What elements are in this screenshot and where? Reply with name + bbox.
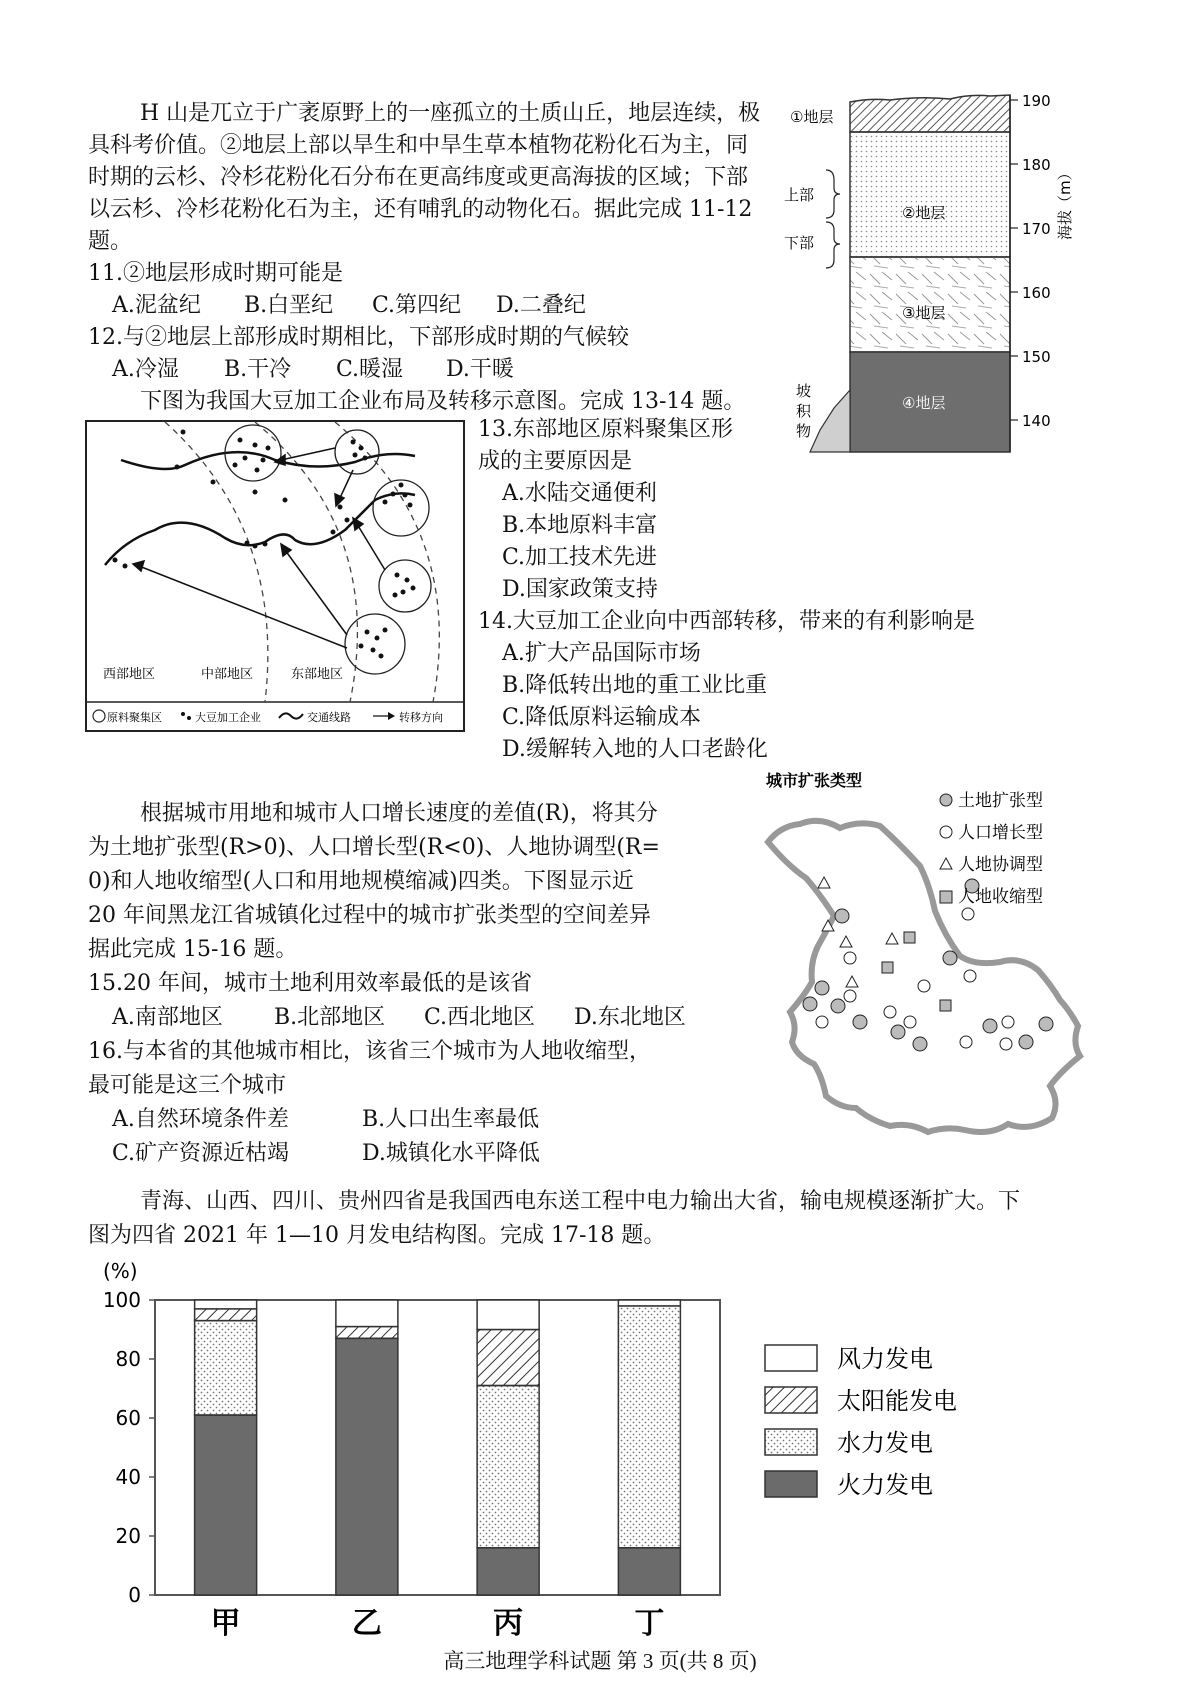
- bar-segment: [195, 1300, 257, 1309]
- lower-brace: [826, 222, 840, 268]
- q16-option-c[interactable]: C.矿产资源近枯竭: [112, 1141, 290, 1166]
- q16-option-b[interactable]: B.人口出生率最低: [362, 1107, 540, 1132]
- intro-city-line-1: 根据城市用地和城市人口增长速度的差值(R)，将其分: [140, 801, 658, 826]
- region-label-west: 西部地区: [103, 667, 156, 682]
- q13-stem-2: 成的主要原因是: [478, 449, 633, 474]
- slope-label-3: 物: [796, 422, 812, 440]
- intro-h-line-1: H 山是兀立于广袤原野上的一座孤立的土质山丘，地层连续，极: [140, 101, 761, 126]
- q15-stem: 15.20 年间，城市土地利用效率最低的是该省: [88, 971, 532, 996]
- y-tick-label: 40: [115, 1465, 141, 1489]
- layer-2: [850, 132, 1010, 257]
- bar-segment: [618, 1548, 680, 1595]
- q14-option-d[interactable]: D.缓解转入地的人口老龄化: [502, 737, 768, 762]
- x-category-label: 丙: [493, 1606, 524, 1641]
- q16-options-row-2: [112, 1136, 540, 1167]
- q12-option-c[interactable]: C.暖湿: [336, 357, 404, 382]
- q16-options-row-1: [112, 1102, 539, 1133]
- q11-option-c[interactable]: C.第四纪: [372, 293, 462, 318]
- q13-option-b[interactable]: B.本地原料丰富: [502, 513, 658, 538]
- bar-segment: [195, 1415, 257, 1595]
- layer-2-label: ②地层: [902, 204, 946, 222]
- legend-label: 太阳能发电: [837, 1387, 957, 1415]
- tick-150: 150: [1022, 348, 1051, 366]
- upper-label: 上部: [784, 186, 815, 204]
- q11-stem: 11.②地层形成时期可能是: [88, 261, 343, 286]
- q11-option-b[interactable]: B.白垩纪: [244, 293, 334, 318]
- q16-option-a[interactable]: A.自然环境条件差: [112, 1107, 289, 1132]
- legend-enterprise: 大豆加工企业: [195, 711, 261, 724]
- intro-city-line-5: 据此完成 15-16 题。: [88, 937, 298, 962]
- y-axis-label: (%): [103, 1259, 138, 1283]
- tick-190: 190: [1022, 92, 1051, 110]
- legend-direction: 转移方向: [399, 711, 443, 724]
- intro-h-line-4: 以云杉、冷杉花粉化石为主，还有哺乳的动物化石。据此完成 11-12: [88, 197, 753, 222]
- city-expansion-map: [760, 771, 1090, 1156]
- y-tick-label: 60: [115, 1406, 141, 1430]
- q13-stem-1: 13.东部地区原料聚集区形: [478, 417, 733, 442]
- strata-diagram: [784, 90, 1090, 510]
- legend-land-icon: [940, 794, 952, 806]
- y-tick-label: 80: [115, 1347, 141, 1371]
- intro-soy: 下图为我国大豆加工企业布局及转移示意图。完成 13-14 题。: [140, 389, 746, 414]
- bar-segment: [477, 1548, 539, 1595]
- q12-options: [112, 352, 514, 383]
- legend-population-icon: [940, 826, 952, 838]
- tick-140: 140: [1022, 412, 1051, 430]
- tick-160: 160: [1022, 284, 1051, 302]
- slope-deposit: [810, 390, 850, 452]
- page-footer: 高三地理学科试题 第 3 页(共 8 页): [443, 1649, 757, 1673]
- q16-stem-1: 16.与本省的其他城市相比，该省三个城市为人地收缩型，: [88, 1039, 651, 1064]
- q14-option-c[interactable]: C.降低原料运输成本: [502, 705, 702, 730]
- q16-stem-2: 最可能是这三个城市: [88, 1073, 287, 1098]
- slope-label-2: 积: [796, 402, 812, 420]
- q11-option-a[interactable]: A.泥盆纪: [112, 293, 201, 318]
- layer-3-label: ③地层: [902, 304, 946, 322]
- legend-shrink-icon: [940, 891, 952, 903]
- bar-segment: [336, 1327, 398, 1339]
- legend-dot-icon: [187, 716, 191, 720]
- q13-option-c[interactable]: C.加工技术先进: [502, 545, 658, 570]
- intro-city-line-3: 0)和人地收缩型(人口和用地规模缩减)四类。下图显示近: [88, 869, 634, 894]
- x-category-label: 丁: [634, 1606, 665, 1641]
- chart-plot: [103, 1288, 957, 1641]
- bar-segment: [195, 1321, 257, 1415]
- legend-label: 风力发电: [837, 1345, 933, 1373]
- tick-170: 170: [1022, 220, 1051, 238]
- bar-segment: [618, 1306, 680, 1548]
- q16-option-d[interactable]: D.城镇化水平降低: [362, 1141, 540, 1166]
- legend-swatch: [765, 1471, 817, 1497]
- bar-segment: [336, 1300, 398, 1327]
- q13-option-a[interactable]: A.水陆交通便利: [502, 481, 657, 506]
- legend-population: 人口增长型: [958, 823, 1043, 843]
- intro-city-line-4: 20 年间黑龙江省城镇化过程中的城市扩张类型的空间差异: [88, 903, 651, 928]
- legend-swatch: [765, 1387, 817, 1413]
- intro-h-line-5: 题。: [88, 229, 133, 254]
- slope-label-1: 坡: [796, 382, 812, 400]
- legend-raw-material: 原料聚集区: [107, 711, 162, 724]
- bar-segment: [477, 1300, 539, 1330]
- q15-option-d[interactable]: D.东北地区: [574, 1005, 686, 1030]
- lower-label: 下部: [784, 234, 815, 252]
- q14-stem: 14.大豆加工企业向中西部转移，带来的有利影响是: [478, 609, 975, 634]
- bar-segment: [477, 1386, 539, 1548]
- q12-option-a[interactable]: A.冷湿: [112, 357, 179, 382]
- legend-label: 火力发电: [837, 1471, 933, 1499]
- city-map-title: 城市扩张类型: [766, 771, 863, 790]
- intro-power-line-2: 图为四省 2021 年 1—10 月发电结构图。完成 17-18 题。: [88, 1223, 666, 1248]
- altitude-axis-label: 海拔（m）: [1056, 165, 1074, 240]
- q11-option-d[interactable]: D.二叠纪: [496, 293, 586, 318]
- layer-4-label: ④地层: [902, 394, 946, 412]
- legend-coordinated: 人地协调型: [958, 855, 1043, 875]
- upper-brace: [826, 170, 840, 218]
- intro-city-line-2: 为土地扩张型(R>0)、人口增长型(R<0)、人地协调型(R=: [88, 835, 660, 860]
- q15-options: [112, 1000, 686, 1031]
- soy-map: [85, 420, 465, 732]
- y-tick-label: 0: [128, 1583, 141, 1607]
- legend-land: 土地扩张型: [958, 791, 1043, 811]
- legend-swatch: [765, 1429, 817, 1455]
- bar-segment: [618, 1300, 680, 1306]
- q11-options: [112, 288, 586, 319]
- legend-coordinated-icon: [940, 858, 952, 869]
- layer-1: [850, 95, 1010, 132]
- intro-h-line-3: 时期的云杉、冷杉花粉化石分布在更高纬度或更高海拔的区域；下部: [88, 165, 749, 190]
- q15-option-c[interactable]: C.西北地区: [424, 1005, 536, 1030]
- tick-180: 180: [1022, 156, 1051, 174]
- legend-label: 水力发电: [837, 1429, 933, 1457]
- y-tick-label: 100: [102, 1288, 141, 1312]
- q14-option-b[interactable]: B.降低转出地的重工业比重: [502, 673, 768, 698]
- y-tick-label: 20: [115, 1524, 141, 1548]
- q15-option-a[interactable]: A.南部地区: [112, 1005, 223, 1030]
- legend-swatch: [765, 1345, 817, 1371]
- region-label-east: 东部地区: [291, 667, 344, 682]
- x-category-label: 甲: [210, 1606, 241, 1641]
- intro-power-line-1: 青海、山西、四川、贵州四省是我国西电东送工程中电力输出大省，输电规模逐渐扩大。下: [140, 1189, 1021, 1214]
- q14-option-a[interactable]: A.扩大产品国际市场: [502, 641, 701, 666]
- x-category-label: 乙: [351, 1606, 382, 1641]
- layer-1-label: ①地层: [790, 108, 834, 126]
- q13-option-d[interactable]: D.国家政策支持: [502, 577, 658, 602]
- q12-stem: 12.与②地层上部形成时期相比，下部形成时期的气候较: [88, 325, 629, 350]
- bar-segment: [195, 1309, 257, 1321]
- q12-option-d[interactable]: D.干暖: [446, 357, 514, 382]
- q12-option-b[interactable]: B.干冷: [224, 357, 292, 382]
- q15-option-b[interactable]: B.北部地区: [274, 1005, 386, 1030]
- legend-transport: 交通线路: [307, 711, 351, 724]
- bar-segment: [477, 1330, 539, 1386]
- intro-h-line-2: 具科考价值。②地层上部以旱生和中旱生草本植物花粉化石为主，同: [88, 133, 749, 158]
- legend-shrink: 人地收缩型: [958, 887, 1043, 907]
- region-label-middle: 中部地区: [201, 667, 254, 682]
- power-structure-chart: [95, 1250, 1105, 1640]
- bar-segment: [336, 1338, 398, 1595]
